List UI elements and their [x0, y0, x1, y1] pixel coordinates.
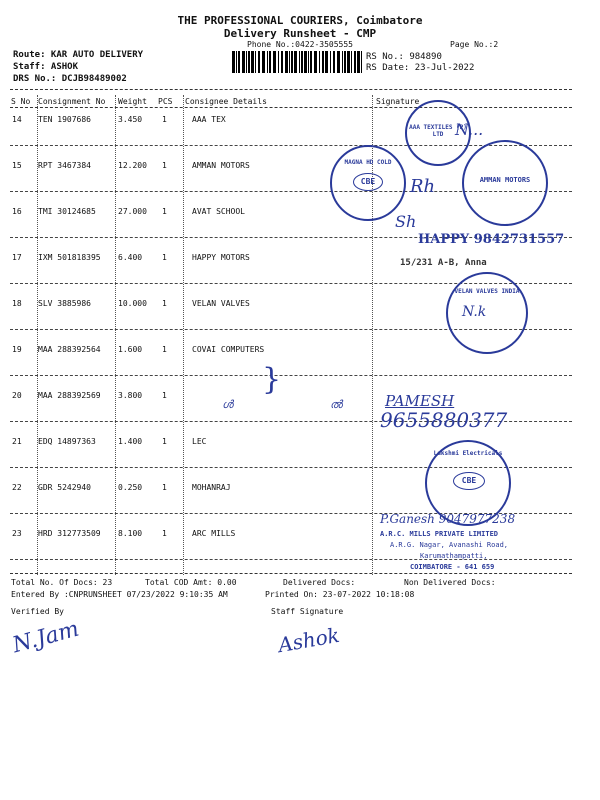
cell-weight: 3.450 [118, 115, 143, 124]
barcode-bar [347, 51, 350, 73]
col-sno: S No [11, 97, 31, 106]
cell-weight: 6.400 [118, 253, 143, 262]
barcode-bar [344, 51, 346, 73]
non-delivered-docs: Non Delivered Docs: [404, 578, 496, 587]
col-consignee: Consignee Details [185, 97, 267, 106]
drs-number: DRS No.: DCJB98489002 [13, 74, 127, 84]
arc-stamp-line: A.R.C. MILLS PRIVATE LIMITED [380, 530, 499, 538]
barcode-bar [281, 51, 283, 73]
cell-weight: 27.000 [118, 207, 147, 216]
velan-valves-stamp [446, 272, 528, 354]
barcode-bar [273, 51, 276, 73]
barcode-bar [258, 51, 260, 73]
barcode-bar [238, 51, 240, 73]
barcode-bar [269, 51, 271, 73]
barcode-bar [308, 51, 309, 73]
amman-motors-stamp [462, 140, 548, 226]
cell-sno: 21 [12, 437, 22, 446]
cell-pcs: 1 [162, 161, 167, 170]
cell-consignment: EDQ 14897363 [38, 437, 96, 446]
page-number: Page No.:2 [450, 40, 499, 49]
cell-weight: 1.400 [118, 437, 143, 446]
printed-on: Printed On: 23-07-2022 10:18:08 [265, 590, 415, 599]
col-weight: Weight [118, 97, 147, 106]
company-title: THE PROFESSIONAL COURIERS, Coimbatore [177, 14, 423, 27]
barcode-bar [310, 51, 312, 73]
barcode-bar [319, 51, 320, 73]
barcode-bar [330, 51, 331, 73]
barcode-bar [251, 51, 254, 73]
cell-consignment: SLV 3885986 [38, 299, 91, 308]
barcode-bar [232, 51, 235, 73]
cell-sno: 20 [12, 391, 22, 400]
cell-pcs: 1 [162, 115, 167, 124]
cell-weight: 8.100 [118, 529, 143, 538]
total-docs: Total No. Of Docs: 23 [11, 578, 113, 587]
barcode-bar [301, 51, 303, 73]
barcode-bar [322, 51, 324, 73]
rs-date: RS Date: 23-Jul-2022 [366, 63, 475, 73]
signature-scribble: N... [455, 120, 484, 139]
phone-number: Phone No.:0422-3505555 [247, 40, 353, 49]
rs-number: RS No.: 984890 [366, 52, 442, 62]
table-bottom-rule [10, 573, 572, 574]
magna-stamp [330, 145, 406, 221]
cell-consignee: AVAT SCHOOL [192, 207, 245, 216]
barcode-bar [294, 51, 297, 73]
barcode-bar [267, 51, 268, 73]
col-pcs: PCS [158, 97, 173, 106]
cell-consignment: IXM 501818395 [38, 253, 101, 262]
cell-pcs: 1 [162, 391, 167, 400]
cell-consignee: HAPPY MOTORS [192, 253, 250, 262]
phone-note-2: 9655880377 [380, 408, 508, 432]
cell-sno: 17 [12, 253, 22, 262]
cell-pcs: 1 [162, 529, 167, 538]
cell-consignee: AMMAN MOTORS [192, 161, 250, 170]
total-cod: Total COD Amt: 0.00 [145, 578, 237, 587]
cell-consignment: MAA 288392564 [38, 345, 101, 354]
cell-weight: 10.000 [118, 299, 147, 308]
cell-consignee: AAA TEX [192, 115, 226, 124]
route: Route: KAR AUTO DELIVERY [13, 50, 144, 60]
cell-pcs: 1 [162, 437, 167, 446]
scribble: ൾ [222, 398, 234, 411]
col-signature: Signature [376, 97, 420, 106]
cell-sno: 23 [12, 529, 22, 538]
barcode-bar [291, 51, 293, 73]
staff-signature-label: Staff Signature [271, 607, 344, 616]
arc-stamp-line: Karumathampatti, [420, 552, 488, 560]
stamp-text: MAGNA HD COLD [344, 159, 392, 166]
cell-consignee: ARC MILLS [192, 529, 236, 538]
stamp-text: VELAN VALVES INDIA [454, 288, 520, 295]
table-top-rule [10, 89, 572, 90]
barcode-bar [262, 51, 265, 73]
entered-by: Entered By :CNPRUNSHEET 07/23/2022 9:10:35 AM [11, 590, 228, 599]
arc-stamp-line: COIMBATORE - 641 659 [410, 563, 495, 571]
cell-weight: 3.800 [118, 391, 143, 400]
staff: Staff: ASHOK [13, 62, 79, 72]
cell-pcs: 1 [162, 483, 167, 492]
cell-sno: 19 [12, 345, 22, 354]
stamp-text: Lakshmi Electricals [433, 450, 503, 457]
cell-consignee: LEC [192, 437, 207, 446]
stamp-text: AMMAN MOTORS [479, 176, 531, 184]
barcode-bar [289, 51, 290, 73]
cell-weight: 0.250 [118, 483, 143, 492]
table-row [10, 115, 572, 147]
cell-sno: 18 [12, 299, 22, 308]
signature-scribble: Rh [410, 176, 436, 197]
cell-consignee: VELAN VALVES [192, 299, 250, 308]
verified-signature: N.Jam [9, 616, 82, 659]
barcode-bar [357, 51, 360, 73]
cell-consignee: MOHANRAJ [192, 483, 231, 492]
cell-consignment: GDR 5242940 [38, 483, 91, 492]
barcode-bar [285, 51, 288, 73]
verified-by-label: Verified By [11, 607, 64, 616]
barcode-bar [351, 51, 352, 73]
cell-pcs: 1 [162, 253, 167, 262]
barcode-bar [337, 51, 340, 73]
barcode [232, 51, 365, 73]
stamp-text: AAA TEXTILES (P) LTD [409, 124, 467, 138]
cell-consignment: HRD 312773509 [38, 529, 101, 538]
stamp-text: CBE [453, 472, 485, 490]
cell-pcs: 1 [162, 207, 167, 216]
cell-consignee: COVAI COMPUTERS [192, 345, 265, 354]
barcode-bar [278, 51, 279, 73]
barcode-bar [354, 51, 356, 73]
barcode-bar [361, 51, 362, 73]
barcode-bar [299, 51, 300, 73]
stamp-text: CBE [353, 173, 383, 191]
barcode-bar [246, 51, 247, 73]
happy-phone-note: HAPPY 9842731557 [418, 232, 565, 247]
cell-consignment: MAA 288392569 [38, 391, 101, 400]
row-rule [10, 375, 572, 376]
table-header-rule [10, 107, 572, 108]
cell-sno: 15 [12, 161, 22, 170]
barcode-bar [342, 51, 343, 73]
barcode-bar [255, 51, 256, 73]
cell-consignment: TEN 1907686 [38, 115, 91, 124]
delivered-docs: Delivered Docs: [283, 578, 356, 587]
bracket-scribble: } [262, 362, 282, 397]
cell-weight: 12.200 [118, 161, 147, 170]
scribble: ൽ [330, 398, 343, 411]
barcode-bar [236, 51, 237, 73]
cell-consignment: RPT 3467384 [38, 161, 91, 170]
cell-consignment: TMI 30124685 [38, 207, 96, 216]
staff-signature: Ashok [276, 622, 342, 658]
pamesh-signature: PAMESH [385, 392, 455, 410]
runsheet-title: Delivery Runsheet - CMP [223, 27, 377, 40]
barcode-bar [248, 51, 250, 73]
cell-sno: 22 [12, 483, 22, 492]
cell-pcs: 1 [162, 299, 167, 308]
col-consignment: Consignment No [38, 97, 106, 106]
signature-scribble: Sh [395, 212, 417, 231]
barcode-bar [325, 51, 328, 73]
barcode-bar [333, 51, 335, 73]
arc-phone-note: P.Ganesh 9047977238 [380, 512, 516, 526]
arc-stamp-line: A.R.G. Nagar, Avanashi Road, [390, 541, 509, 549]
barcode-bar [242, 51, 245, 73]
row-rule [10, 559, 572, 560]
barcode-bar [304, 51, 307, 73]
barcode-bar [314, 51, 317, 73]
cell-sno: 16 [12, 207, 22, 216]
address-stamp: 15/231 A-B, Anna [400, 258, 487, 268]
cell-sno: 14 [12, 115, 22, 124]
cell-weight: 1.600 [118, 345, 143, 354]
signature-scribble: N.k [462, 304, 487, 320]
cell-pcs: 1 [162, 345, 167, 354]
